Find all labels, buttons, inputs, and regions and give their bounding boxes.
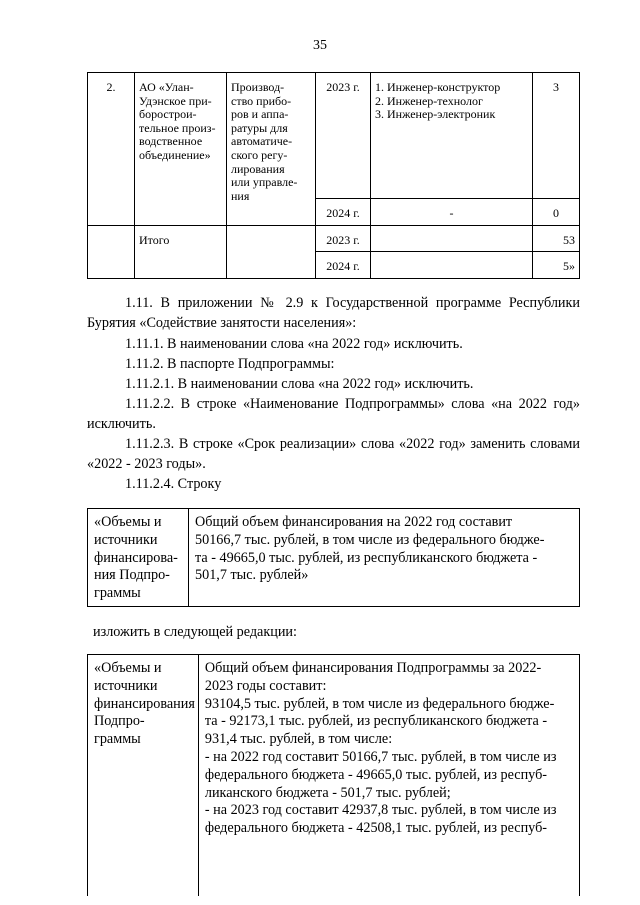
text-line: 931,4 тыс. рублей, в том числе: [204, 731, 393, 748]
total-count-cell: 53 [533, 225, 580, 252]
text-line: 93104,5 тыс. рублей, в том числе из федерального бюдже- [204, 695, 555, 712]
total-label: Итого [135, 225, 227, 278]
text-line: 501,7 тыс. рублей» [195, 567, 309, 584]
organization-line: борострои- [139, 107, 197, 122]
text-line: - на 2023 год составит 42937,8 тыс. рублей, в том числе из [204, 802, 557, 819]
paragraph: 1.11.2.1. В наименовании слова «на 2022 год» исключить. [125, 376, 474, 392]
paragraph: 1.11.1. В наименовании слова «на 2022 год» исключить. [125, 336, 463, 352]
specialties-cell: - [371, 199, 533, 226]
text-line: ликанского бюджета - 501,7 тыс. рублей; [204, 784, 451, 801]
label-line: финансирования Подпро- [94, 695, 195, 730]
label-line: граммы [94, 585, 141, 602]
organization-line: АО «Улан- [139, 80, 194, 94]
text-line: Общий объем финансирования Подпрограммы за 2022- [204, 660, 542, 676]
count-cell: 0 [533, 199, 580, 226]
text-line: Общий объем финансирования на 2022 год составит [195, 514, 513, 530]
activity-line: ского регу- [231, 147, 288, 162]
activity-line: ство прибо- [231, 93, 292, 108]
text-line: та - 92173,1 тыс. рублей, из республиканского бюджета - [204, 713, 548, 730]
paragraph: 1.11.2. В паспорте Подпрограммы: [125, 356, 335, 372]
row-number: 2. [88, 73, 135, 226]
text-line: 2023 годы составит: [204, 677, 327, 694]
activity-line: лирования [231, 161, 285, 176]
table-row [88, 225, 580, 252]
label-line: «Объемы и [94, 514, 162, 530]
page-number: 35 [313, 38, 327, 53]
activity-line: ния [231, 188, 250, 203]
paragraph: 1.11.2.2. В строке «Наименование Подпрограммы» слова «на 2022 год» исключить. [87, 396, 580, 432]
financing-label-cell [88, 509, 189, 607]
enterprise-table [87, 72, 580, 279]
year-cell: 2023 г. [316, 73, 371, 199]
text-line: - на 2022 год составит 50166,7 тыс. рублей, в том числе из [204, 748, 557, 765]
organization-line: объединение» [139, 147, 211, 162]
paragraph: 1.11. В приложении № 2.9 к Государственной программе Республики Бурятия «Содействие занятости населения»: [87, 295, 580, 331]
table-row [88, 509, 580, 607]
specialties-cell [371, 73, 533, 199]
text-line: федерального бюджета - 42508,1 тыс. рублей, из респуб- [204, 820, 548, 837]
specialties-cell [371, 225, 533, 252]
old-financing-box [87, 508, 580, 607]
organization-cell [135, 73, 227, 226]
paragraph: 1.11.2.4. Строку [125, 476, 222, 492]
organization-line: водственное [139, 134, 203, 149]
activity-line: или управле- [231, 175, 298, 190]
specialties-cell [371, 252, 533, 279]
label-line: источники [94, 531, 158, 548]
year-cell: 2024 г. [316, 252, 371, 279]
label-line: ния Подпро- [94, 567, 170, 584]
text-line: та - 49665,0 тыс. рублей, из республиканского бюджета - [195, 549, 538, 566]
label-line: «Объемы и [94, 660, 162, 676]
year-cell: 2023 г. [316, 225, 371, 252]
label-line: источники [94, 677, 158, 694]
new-financing-box [87, 654, 580, 896]
activity-line: ратуры для [231, 120, 288, 135]
year-cell: 2024 г. [316, 199, 371, 226]
specialty-line: 2. Инженер-технолог [375, 93, 483, 108]
paragraph: изложить в следующей редакции: [93, 624, 297, 640]
activity-line: Производ- [231, 80, 285, 94]
organization-line: тельное произ- [139, 120, 216, 135]
row-number [88, 225, 135, 278]
financing-text-cell [198, 655, 579, 897]
organization-line: Удэнское при- [139, 93, 212, 108]
paragraph: 1.11.2.3. В строке «Срок реализации» слова «2022 год» заменить словами «2022 - 2023 годы». [87, 436, 580, 472]
label-line: граммы [94, 731, 141, 748]
text-line: федерального бюджета - 49665,0 тыс. рублей, из респуб- [204, 766, 548, 783]
text-line: 50166,7 тыс. рублей, в том числе из федерального бюдже- [195, 531, 545, 548]
activity-cell [227, 225, 316, 278]
activity-cell [227, 73, 316, 226]
specialty-line: 1. Инженер-конструктор [375, 80, 501, 94]
financing-text-cell [189, 509, 580, 607]
label-line: финансирова- [94, 549, 178, 566]
count-cell: 3 [533, 73, 580, 199]
total-count-cell: 5» [533, 252, 580, 279]
table-row [88, 655, 580, 897]
table-row [88, 73, 580, 199]
activity-line: ров и аппа- [231, 107, 289, 122]
specialty-line: 3. Инженер-электроник [375, 107, 496, 122]
financing-label-cell [88, 655, 199, 897]
activity-line: автоматиче- [231, 134, 293, 149]
